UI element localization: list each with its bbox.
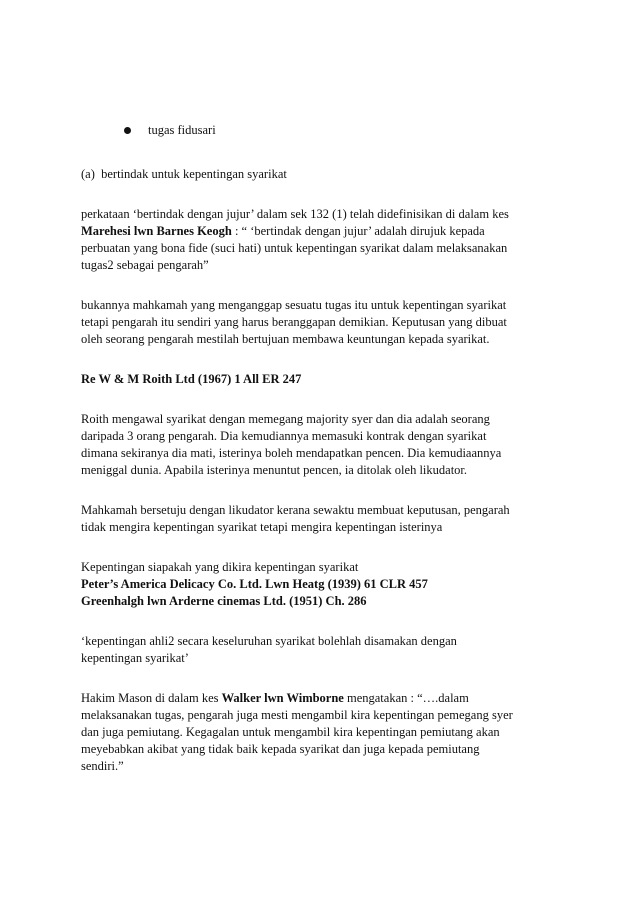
bullet-item: tugas fidusari: [148, 123, 216, 137]
paragraph-line: oleh seorang pengarah mestilah bertujuan membawa keuntungan kepada syarikat.: [81, 332, 490, 346]
paragraph-line: melaksanakan tugas, pengarah juga mesti mengambil kira kepentingan pemegang syer: [81, 708, 513, 722]
paragraph-line: sendiri.”: [81, 759, 124, 773]
case-name: Marehesi lwn Barnes Keogh: [81, 224, 232, 238]
paragraph-line: meniggal dunia. Apabila isterinya menuntut pencen, ia ditolak oleh likudator.: [81, 463, 468, 477]
paragraph-line: bukannya mahkamah yang menganggap sesuatu tugas itu untuk kepentingan syarikat: [81, 298, 507, 312]
case-citation: Peter’s America Delicacy Co. Ltd. Lwn Heatg (1939) 61 CLR 457: [81, 577, 428, 591]
paragraph-line: [81, 223, 485, 239]
paragraph-text: : “ ‘bertindak dengan jujur’ adalah dirujuk kepada: [231, 224, 485, 238]
paragraph-line: perbuatan yang bona fide (suci hati) untuk kepentingan syarikat dalam melaksanakan: [81, 241, 508, 255]
quote-line: kepentingan syarikat’: [81, 651, 189, 665]
case-citation: Greenhalgh lwn Arderne cinemas Ltd. (1951) Ch. 286: [81, 594, 367, 608]
paragraph-line: Roith mengawal syarikat dengan memegang majority syer dan dia adalah seorang: [81, 412, 490, 426]
paragraph-line: dan juga pemiutang. Kegagalan untuk mengambil kira kepentingan pemiutang akan: [81, 725, 500, 739]
paragraph-line: meyebabkan akibat yang tidak baik kepada syarikat dan juga kepada pemiutang: [81, 742, 480, 756]
bullet-dot-icon: [124, 127, 131, 134]
case-heading: Re W & M Roith Ltd (1967) 1 All ER 247: [81, 372, 302, 386]
paragraph-line: tugas2 sebagai pengarah”: [81, 258, 209, 272]
paragraph-line: daripada 3 orang pengarah. Dia kemudiannya memasuki kontrak dengan syarikat: [81, 429, 487, 443]
paragraph-line: Kepentingan siapakah yang dikira kepentingan syarikat: [81, 560, 359, 574]
paragraph-line: Mahkamah bersetuju dengan likudator kerana sewaktu membuat keputusan, pengarah: [81, 503, 510, 517]
case-name: Walker lwn Wimborne: [221, 691, 344, 705]
paragraph-line: dimana sekiranya dia mati, isterinya boleh mendapatkan pencen. Dia kemudiaannya: [81, 446, 502, 460]
section-heading-a: (a) bertindak untuk kepentingan syarikat: [81, 167, 287, 181]
paragraph-line: tidak mengira kepentingan syarikat tetapi mengira kepentingan isterinya: [81, 520, 443, 534]
paragraph-text: Hakim Mason di dalam kes: [81, 691, 222, 705]
paragraph-text: mengatakan : “….dalam: [343, 691, 469, 705]
paragraph-line: perkataan ‘bertindak dengan jujur’ dalam sek 132 (1) telah didefinisikan di dalam kes: [81, 207, 509, 221]
paragraph-line: tetapi pengarah itu sendiri yang harus beranggapan demikian. Keputusan yang dibuat: [81, 315, 507, 329]
paragraph-line: [81, 690, 469, 706]
quote-line: ‘kepentingan ahli2 secara keseluruhan syarikat bolehlah disamakan dengan: [81, 634, 457, 648]
